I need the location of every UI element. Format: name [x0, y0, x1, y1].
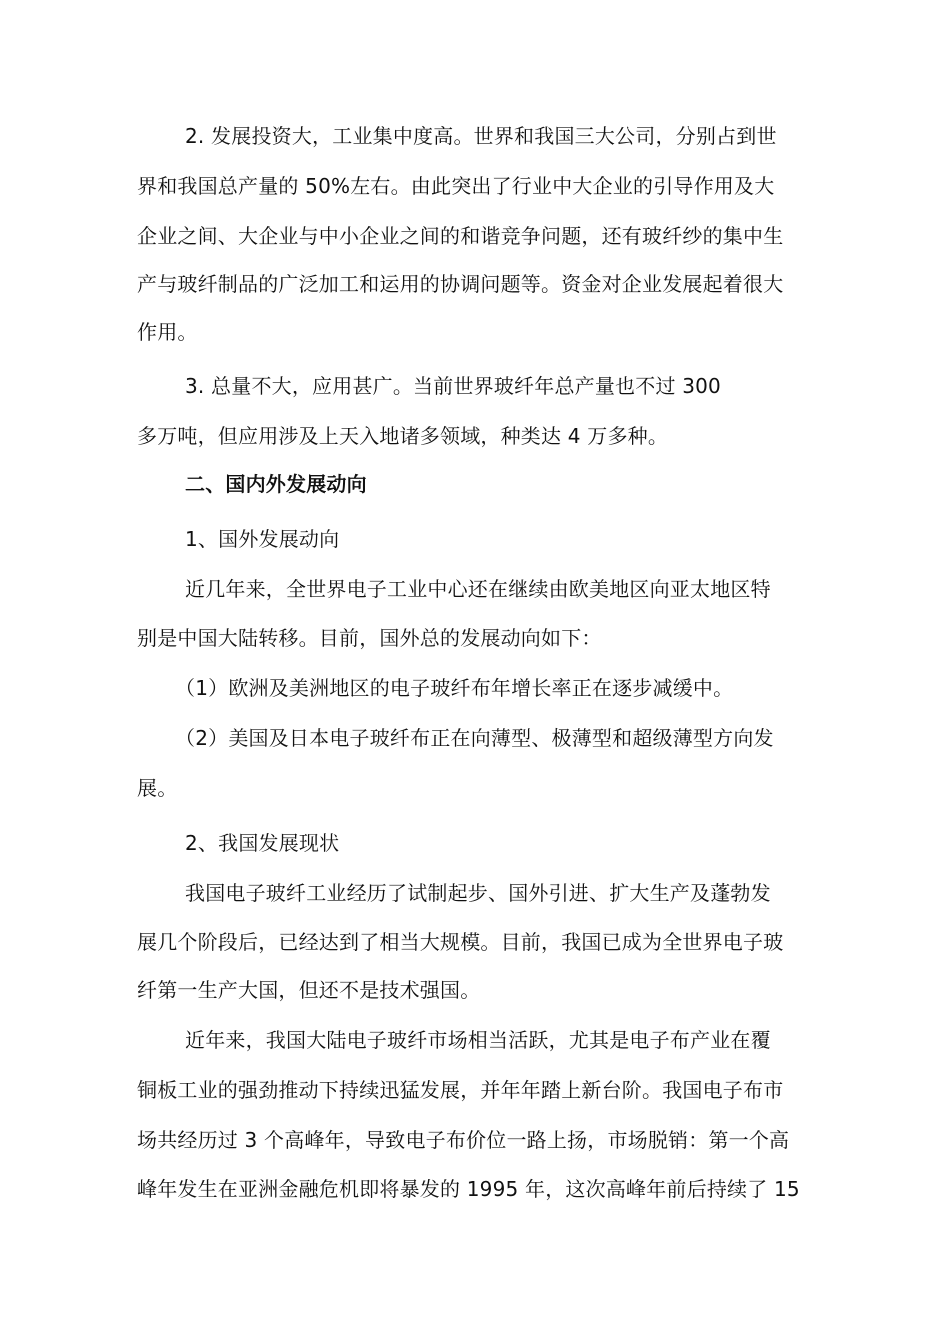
paragraph-line: 2. 发展投资大，工业集中度高。世界和我国三大公司，分别占到世 [185, 124, 777, 148]
paragraph-line: 我国电子玻纤工业经历了试制起步、国外引进、扩大生产及蓬勃发 [185, 881, 771, 905]
list-item: （2）美国及日本电子玻纤布正在向薄型、极薄型和超级薄型方向发 [175, 726, 774, 750]
paragraph-line: 3. 总量不大，应用甚广。当前世界玻纤年总产量也不过 300 [185, 374, 721, 398]
paragraph-line: 产与玻纤制品的广泛加工和运用的协调问题等。资金对企业发展起着很大 [137, 272, 784, 296]
paragraph-line: 企业之间、大企业与中小企业之间的和谐竞争问题，还有玻纤纱的集中生 [137, 224, 784, 248]
list-item: （1）欧洲及美洲地区的电子玻纤布年增长率正在逐步减缓中。 [175, 676, 734, 700]
paragraph-line: 展几个阶段后，已经达到了相当大规模。目前，我国已成为全世界电子玻 [137, 930, 784, 954]
paragraph-line: 纤第一生产大国，但还不是技术强国。 [137, 978, 481, 1002]
paragraph-line: 作用。 [137, 320, 198, 344]
paragraph-line: 界和我国总产量的 50%左右。由此突出了行业中大企业的引导作用及大 [137, 174, 775, 198]
list-item: 展。 [137, 776, 178, 800]
subsection-heading: 2、我国发展现状 [185, 831, 340, 855]
subsection-heading: 1、国外发展动向 [185, 527, 340, 551]
paragraph-line: 近几年来，全世界电子工业中心还在继续由欧美地区向亚太地区特 [185, 577, 771, 601]
paragraph-line: 多万吨，但应用涉及上天入地诸多领域，种类达 4 万多种。 [137, 424, 669, 448]
paragraph-line: 场共经历过 3 个高峰年，导致电子布价位一路上扬，市场脱销：第一个高 [137, 1128, 790, 1152]
paragraph-line: 峰年发生在亚洲金融危机即将暴发的 1995 年，这次高峰年前后持续了 15 [137, 1177, 800, 1201]
section-heading: 二、国内外发展动向 [185, 472, 367, 496]
paragraph-line: 别是中国大陆转移。目前，国外总的发展动向如下： [137, 626, 602, 650]
paragraph-line: 铜板工业的强劲推动下持续迅猛发展，并年年踏上新台阶。我国电子布市 [137, 1078, 784, 1102]
paragraph-line: 近年来，我国大陆电子玻纤市场相当活跃，尤其是电子布产业在覆 [185, 1028, 771, 1052]
